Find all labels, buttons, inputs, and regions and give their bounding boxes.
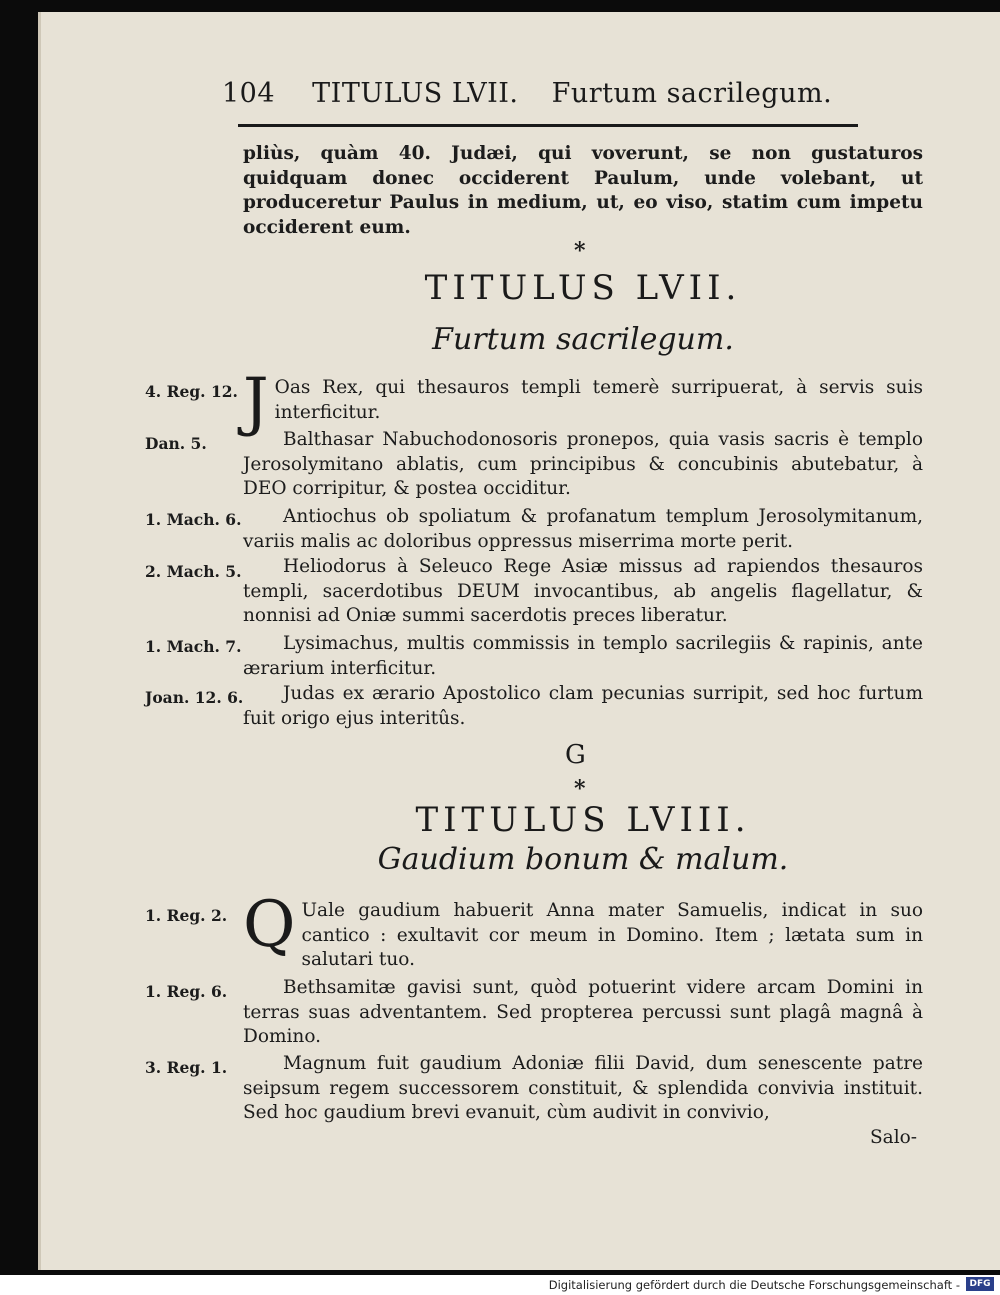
section-57-subtitle: Furtum sacrilegum. — [432, 322, 734, 357]
section-57-title: TITULUS LVII. — [424, 268, 742, 308]
running-head-title: TITULUS LVII. — [312, 78, 519, 109]
entry-adonias: Magnum fuit gaudium Adoniæ filii David, dum senescente patre seipsum regem successorem constituit, & splendida convivia instituit. Sed hoc gaudium brevi evanuit, cùm audivit in convivio, — [243, 1053, 923, 1124]
margin-reference: Joan. 12. 6. — [145, 688, 244, 707]
margin-reference: 3. Reg. 1. — [145, 1058, 228, 1077]
dfg-logo-icon: DFG — [966, 1277, 994, 1291]
entry-anna: Q Uale gaudium habuerit Anna mater Samuelis, indicat in suo cantico : exultavit cor meum in Domino. Item ; lætata sum in salutari tuo. — [243, 888, 923, 971]
section-58-title: TITULUS LVIII. — [415, 800, 751, 840]
entry-lysimachus: Lysimachus, multis commissis in templo sacrilegiis & rapinis, ante ærarium interficitur. — [243, 633, 923, 679]
drop-cap: Q — [243, 888, 296, 962]
entry-judas: Judas ex ærario Apostolico clam pecunias surripit, sed hoc furtum fuit origo ejus interitûs. — [243, 683, 923, 729]
entry-heliodorus: Heliodorus à Seleuco Rege Asiæ missus ad rapiendos thesauros templi, sacerdotibus DEUM invocantibus, ab angelis flagellatur, & nonnisi ad Oniæ summi sacerdotis preces liberatur. — [243, 556, 923, 627]
running-head — [222, 78, 842, 109]
entry-antiochus: Antiochus ob spoliatum & profanatum templum Jerosolymitanum, variis malis ac doloribus oppressus miserrima morte perit. — [243, 506, 923, 552]
header-rule — [238, 124, 858, 127]
signature-mark: G — [565, 740, 586, 770]
footer-bar — [0, 1275, 1000, 1295]
entry-joas: J Oas Rex, qui thesauros templi temerè surripuerat, à servis suis interficitur. — [243, 365, 923, 439]
margin-reference: 2. Mach. 5. — [145, 562, 242, 581]
margin-reference: 1. Mach. 6. — [145, 510, 242, 529]
margin-reference: Dan. 5. — [145, 434, 207, 453]
margin-reference: 1. Mach. 7. — [145, 637, 242, 656]
footer-credit: Digitalisierung gefördert durch die Deutsche Forschungsgemeinschaft - — [548, 1278, 960, 1292]
section-asterisk: * — [574, 238, 586, 264]
entry-bethsamitae: Bethsamitæ gavisi sunt, quòd potuerint videre arcam Domini in terras suas adventantem. Sed propterea percussi sunt plagâ magnâ à Domino. — [243, 977, 923, 1048]
catchword: Salo- — [870, 1127, 918, 1148]
running-head-subtitle: Furtum sacrilegum. — [551, 78, 833, 109]
drop-cap: J — [243, 365, 269, 439]
margin-reference: 1. Reg. 6. — [145, 982, 228, 1001]
margin-reference: 4. Reg. 12. — [145, 382, 238, 401]
section-58-subtitle: Gaudium bonum & malum. — [377, 842, 789, 877]
page-number: 104 — [222, 78, 276, 109]
continuation-paragraph: pliùs, quàm 40. Judæi, qui voverunt, se non gustaturos quidquam donec occiderent Paulum, unde volebant, ut produceretur Paulus in medium, ut, eo viso, statim cum impetu occiderent eum. — [243, 143, 923, 238]
entry-balthasar: Balthasar Nabuchodonosoris pronepos, quia vasis sacris è templo Jerosolymitano ablatis, cum principibus & concubinis abutebatur, à DEO corripitur, & postea occiditur. — [243, 429, 923, 500]
section-asterisk: * — [574, 776, 586, 802]
margin-reference: 1. Reg. 2. — [145, 906, 228, 925]
